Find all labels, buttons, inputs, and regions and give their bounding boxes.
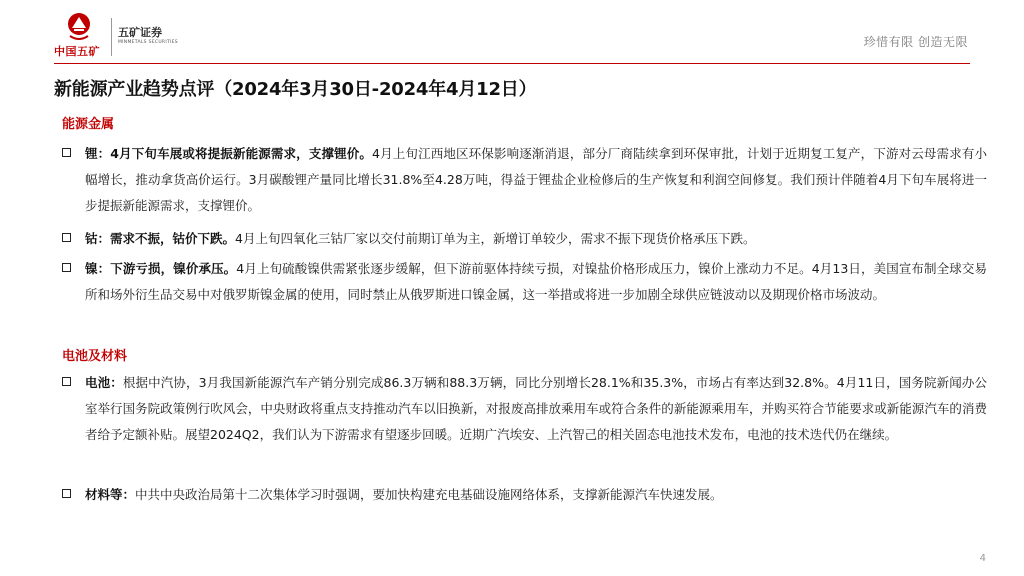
checkbox-bullet-icon (62, 233, 71, 242)
checkbox-bullet-icon (62, 148, 71, 157)
bullet-lithium (62, 141, 987, 219)
bullet-text (85, 141, 987, 219)
bullet-body: 中共中央政治局第十二次集体学习时强调，要加快构建充电基础设施网络体系，支撑新能源汽车快速发展。 (135, 487, 723, 502)
logo-broker-en-text: MINMETALS SECURITIES (118, 40, 178, 45)
bullet-body: 4月上旬江西地区环保影响逐渐消退，部分厂商陆续拿到环保审批，计划于近期复工复产，下游对云母需求有小幅增长，推动拿货高价运行。3月碳酸锂产量同比增长31.8%至4.28万吨，得益于锂盐企业检修后的生产恢复和利润空间修复。我们预计伴随着4月下旬车展将进一步提振新能源需求，支撑锂价。 (85, 146, 987, 213)
bullet-text (85, 482, 987, 508)
bullet-lead: 钴：需求不振，钴价下跌。 (85, 231, 236, 246)
logo-divider (111, 18, 112, 56)
bullet-body: 根据中汽协，3月我国新能源汽车产销分别完成86.3万辆和88.3万辆，同比分别增长28.1%和35.3%，市场占有率达到32.8%。4月11日，国务院新闻办公室举行国务院政策例行吹风会，中央财政将重点支持推动汽车以旧换新，对报废高排放乘用车或符合条件的新能源乘用车，并购买符合节能要求或新能源汽车的消费者给予定额补贴。展望2024Q2，我们认为下游需求有望逐步回暖。近期广汽埃安、上汽智己的相关固态电池技术发布，电池的技术迭代仍在继续。 (85, 375, 987, 442)
bullet-body: 4月上旬四氧化三钴厂家以交付前期订单为主，新增订单较少，需求不振下现货价格承压下跌。 (235, 231, 756, 246)
bullet-body: 4月上旬硫酸镍供需紧张逐步缓解，但下游前驱体持续亏损，对镍盐价格形成压力，镍价上涨动力不足。4月13日，美国宣布制全球交易所和场外衍生品交易中对俄罗斯镍金属的使用，同时禁止从俄罗斯进口镍金属，这一举措或将进一步加剧全球供应链波动以及期现价格市场波动。 (85, 261, 987, 302)
bullet-materials (62, 482, 987, 508)
page-title: 新能源产业趋势点评（2024年3月30日-2024年4月12日） (54, 79, 537, 100)
bullet-nickel (62, 256, 987, 308)
bullet-lead: 镍：下游亏损，镍价承压。 (85, 261, 237, 276)
checkbox-bullet-icon (62, 377, 71, 386)
company-logo (54, 12, 194, 62)
logo-broker-text: 五矿证券 (118, 26, 162, 39)
bullet-lead: 锂：4月下旬车展或将提振新能源需求，支撑锂价。 (85, 146, 373, 161)
section-heading-battery-materials: 电池及材料 (62, 349, 128, 364)
bullet-text (85, 256, 987, 308)
bullet-lead: 电池： (85, 375, 123, 390)
bullet-text (85, 370, 987, 448)
page-number: 4 (979, 553, 986, 564)
slogan: 珍惜有限 创造无限 (863, 35, 968, 49)
header-divider (54, 63, 970, 64)
logo-cn-text: 中国五矿 (54, 45, 100, 58)
bullet-cobalt (62, 226, 987, 252)
bullet-text (85, 226, 987, 252)
bullet-lead: 材料等： (85, 487, 136, 502)
section-heading-energy-metals: 能源金属 (62, 117, 115, 132)
bullet-battery (62, 370, 987, 448)
checkbox-bullet-icon (62, 263, 71, 272)
minmetals-emblem-icon (66, 12, 92, 40)
checkbox-bullet-icon (62, 489, 71, 498)
